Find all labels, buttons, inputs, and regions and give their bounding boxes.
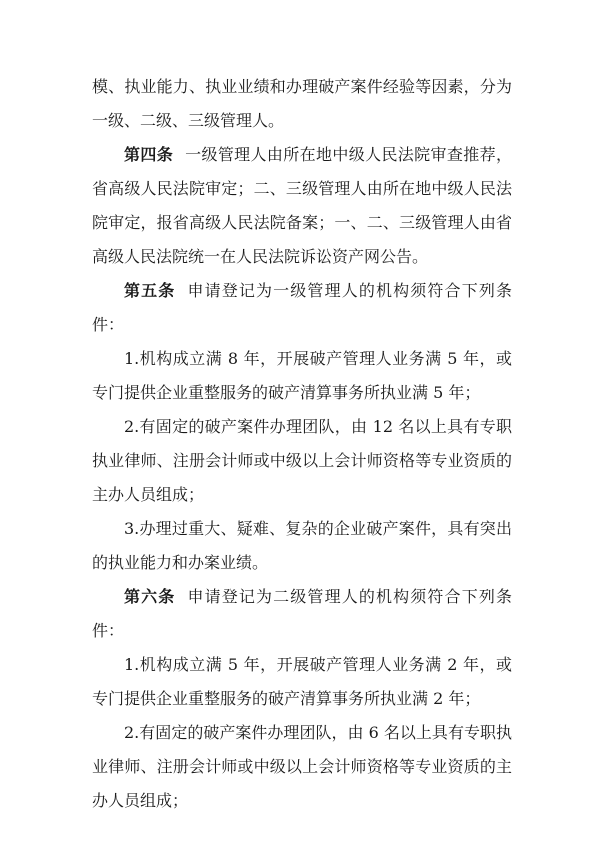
document-body bbox=[92, 70, 512, 818]
article-4 bbox=[92, 138, 512, 274]
paragraph-text: 申请登记为二级管理人的机构须符合下列条件： bbox=[92, 587, 512, 640]
paragraph-text: 2.有固定的破产案件办理团队，由 12 名以上具有专职执业律师、注册会计师或中级以上会计师资格等专业资质的主办人员组成； bbox=[92, 417, 512, 504]
paragraph-text: 1.机构成立满 8 年，开展破产管理人业务满 5 年，或专门提供企业重整服务的破产清算事务所执业满 5 年； bbox=[92, 349, 512, 402]
paragraph-continuation bbox=[92, 70, 512, 138]
article-heading: 第五条 bbox=[124, 281, 176, 300]
paragraph-text: 1.机构成立满 5 年，开展破产管理人业务满 2 年，或专门提供企业重整服务的破产清算事务所执业满 2 年； bbox=[92, 655, 512, 708]
article-5-item-1 bbox=[92, 342, 512, 410]
article-heading: 第四条 bbox=[124, 145, 174, 164]
article-6-item-2 bbox=[92, 716, 512, 818]
paragraph-text: 3.办理过重大、疑难、复杂的企业破产案件，具有突出的执业能力和办案业绩。 bbox=[92, 519, 512, 572]
article-5 bbox=[92, 274, 512, 342]
article-5-item-3 bbox=[92, 512, 512, 580]
paragraph-text: 一级管理人由所在地中级人民法院审查推荐，省高级人民法院审定；二、三级管理人由所在地中级人民法院审定，报省高级人民法院备案；一、二、三级管理人由省高级人民法院统一在人民法院诉讼资产网公告。 bbox=[92, 145, 512, 266]
paragraph-text: 模、执业能力、执业业绩和办理破产案件经验等因素，分为一级、二级、三级管理人。 bbox=[92, 77, 512, 130]
article-5-item-2 bbox=[92, 410, 512, 512]
article-heading: 第六条 bbox=[124, 587, 176, 606]
article-6-item-1 bbox=[92, 648, 512, 716]
paragraph-text: 2.有固定的破产案件办理团队，由 6 名以上具有专职执业律师、注册会计师或中级以上会计师资格等专业资质的主办人员组成； bbox=[92, 723, 512, 810]
paragraph-text: 申请登记为一级管理人的机构须符合下列条件： bbox=[92, 281, 512, 334]
article-6 bbox=[92, 580, 512, 648]
